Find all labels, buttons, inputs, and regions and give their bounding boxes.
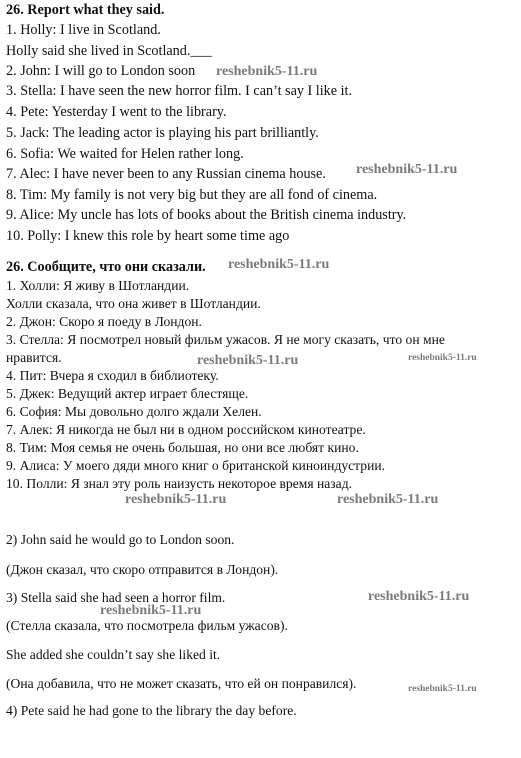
- answer-line: (Стелла сказала, что посмотрела фильм ужасов).: [6, 618, 288, 633]
- exercise-ru-line: 4. Пит: Вчера я сходил в библиотеку.: [6, 368, 219, 383]
- exercise-en-line: 6. Sofia: We waited for Helen rather long.: [6, 146, 244, 162]
- exercise-en-title: 26. Report what they said.: [6, 2, 165, 18]
- exercise-en-line: 7. Alec: I have never been to any Russian cinema house.: [6, 166, 326, 182]
- exercise-en-line: 1. Holly: I live in Scotland.: [6, 22, 161, 38]
- exercise-en-line: 10. Polly: I knew this role by heart some time ago: [6, 228, 290, 244]
- watermark: reshebnik5-11.ru: [125, 492, 227, 507]
- exercise-en-line: 4. Pete: Yesterday I went to the library.: [6, 104, 227, 120]
- watermark: reshebnik5-11.ru: [408, 684, 477, 694]
- exercise-ru-line: Холли сказала, что она живет в Шотландии.: [6, 296, 261, 311]
- exercise-ru-line: 6. София: Мы довольно долго ждали Хелен.: [6, 404, 262, 419]
- exercise-en-line: 9. Alice: My uncle has lots of books about the British cinema industry.: [6, 207, 407, 223]
- exercise-ru-line: нравится.: [6, 350, 62, 365]
- exercise-ru-line: 2. Джон: Скоро я поеду в Лондон.: [6, 314, 202, 329]
- exercise-en-line: 5. Jack: The leading actor is playing his part brilliantly.: [6, 125, 319, 141]
- exercise-ru-title: 26. Сообщите, что они сказали.: [6, 259, 206, 275]
- answer-line: (Джон сказал, что скоро отправится в Лондон).: [6, 562, 279, 577]
- answer-line: 2) John said he would go to London soon.: [6, 532, 235, 547]
- exercise-en-line: Holly said she lived in Scotland.___: [6, 43, 212, 59]
- exercise-ru-line: 5. Джек: Ведущий актер играет блестяще.: [6, 386, 249, 401]
- exercise-ru-line: 10. Полли: Я знал эту роль наизусть некоторое время назад.: [6, 476, 353, 491]
- exercise-ru-line: 8. Тим: Моя семья не очень большая, но они все любят кино.: [6, 440, 359, 455]
- exercise-ru-line: 7. Алек: Я никогда не был ни в одном российском кинотеатре.: [6, 422, 366, 437]
- watermark: reshebnik5-11.ru: [356, 162, 458, 177]
- watermark: reshebnik5-11.ru: [197, 353, 299, 368]
- watermark: reshebnik5-11.ru: [228, 257, 330, 272]
- exercise-ru-line: 9. Алиса: У моего дяди много книг о британской киноиндустрии.: [6, 458, 386, 473]
- exercise-ru-line: 1. Холли: Я живу в Шотландии.: [6, 278, 190, 293]
- exercise-en-line: 2. John: I will go to London soon: [6, 63, 196, 79]
- watermark: reshebnik5-11.ru: [337, 492, 439, 507]
- answer-line: (Она добавила, что не может сказать, что ей он понравился).: [6, 676, 357, 691]
- answer-line: She added she couldn’t say she liked it.: [6, 647, 221, 662]
- answer-line: 3) Stella said she had seen a horror film.: [6, 590, 226, 605]
- exercise-ru-line: 3. Стелла: Я посмотрел новый фильм ужасов. Я не могу сказать, что он мне: [6, 332, 445, 347]
- watermark: reshebnik5-11.ru: [368, 589, 470, 604]
- watermark: reshebnik5-11.ru: [100, 603, 202, 618]
- exercise-en-line: 3. Stella: I have seen the new horror film. I can’t say I like it.: [6, 83, 353, 99]
- answer-line: 4) Pete said he had gone to the library the day before.: [6, 703, 297, 718]
- exercise-en-line: 8. Tim: My family is not very big but they are all fond of cinema.: [6, 187, 378, 203]
- watermark: reshebnik5-11.ru: [408, 353, 477, 363]
- watermark: reshebnik5-11.ru: [216, 64, 318, 79]
